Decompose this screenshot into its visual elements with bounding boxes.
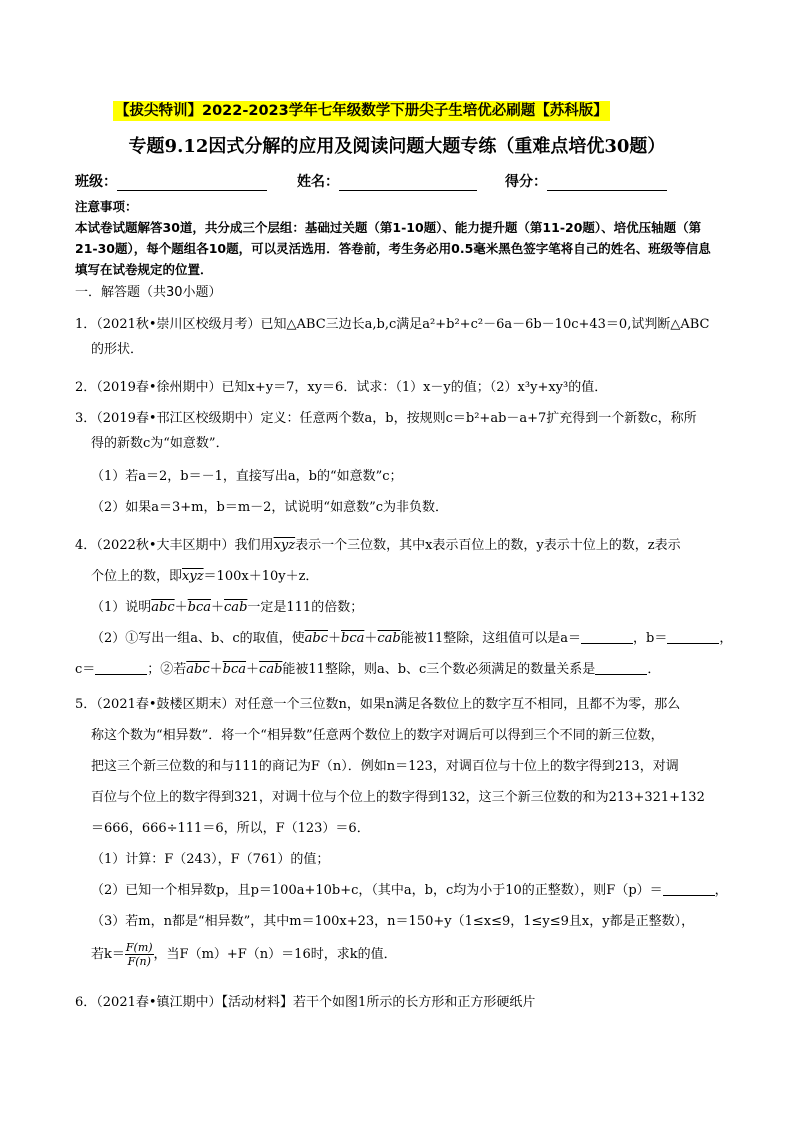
name-field[interactable] <box>297 171 477 191</box>
name-label: 姓名： <box>297 174 339 190</box>
question-text: 我们用 <box>234 538 274 553</box>
question-source: （2021春•鼓楼区期末） <box>96 697 235 712</box>
score-label: 得分： <box>505 174 547 190</box>
question-4 <box>75 533 733 682</box>
question-text: ＝666，666÷111＝6，所以，F（123）＝6． <box>91 821 370 836</box>
score-field[interactable] <box>505 171 667 191</box>
notes-block <box>75 196 723 280</box>
question-text: 个位上的数，即 <box>91 569 183 584</box>
question-text: 百位与个位上的数字得到321，对调十位与个位上的数字得到132，这三个新三位数的和为213+321+132 <box>91 790 705 805</box>
sub-question-1: （1）计算：F（243），F（761）的值； <box>91 852 330 867</box>
question-6 <box>75 990 725 1015</box>
class-blank[interactable] <box>117 176 267 191</box>
overline-number: $\overline{xyz}$ <box>273 538 296 553</box>
answer-blank-relation[interactable] <box>595 660 647 675</box>
question-5 <box>75 692 728 970</box>
question-2 <box>75 375 725 400</box>
question-text: 称这个数为“相异数”．将一个“相异数”任意两个数位上的数字对调后可以得到三个不同的新三位数， <box>91 728 664 743</box>
question-number: 1． <box>75 317 97 332</box>
sub-question-3: （3）若m，n都是“相异数”，其中m＝100x+23，n＝150+y（1≤x≤9，1≤y≤9且x，y都是正整数）， <box>91 914 695 929</box>
question-source: （2021秋•崇川区校级月考） <box>96 317 261 332</box>
question-number: 5． <box>75 697 97 712</box>
overline-number: $\overline{xyz}$ <box>182 569 204 584</box>
class-label: 班级： <box>75 174 117 190</box>
question-text: 表示一个三位数，其中x表示百位上的数，y表示十位上的数，z表示 <box>295 538 681 553</box>
question-text: 对任意一个三位数n，如果n满足各数位上的数字互不相同，且都不为零，那么 <box>234 697 681 712</box>
score-blank[interactable] <box>547 176 667 191</box>
fraction: $\frac{F(m)}{F(n)}$ <box>125 941 153 968</box>
answer-blank-c[interactable] <box>95 660 147 675</box>
question-source: （2019春•邗江区校级期中） <box>96 411 261 426</box>
question-text: 【活动材料】若干个如图1所示的长方形和正方形硬纸片 <box>221 995 536 1010</box>
question-number: 2． <box>75 380 97 395</box>
sub-question-2-cont: c＝ ；②若$\overline{abc}+\overline{bca}+\overline{cab}$能被11整除，则a、b、c三个数必须满足的数量关系是 ． <box>75 662 661 677</box>
sub-question-1: （1）若a＝2，b＝－1，直接写出a，b的“如意数”c； <box>91 469 403 484</box>
class-field[interactable] <box>75 171 267 191</box>
question-text: 已知△ABC三边长a,b,c满足a²+b²+c²－6a－6b－10c+43＝0,试判断△ABC <box>260 317 710 332</box>
question-3 <box>75 406 725 520</box>
page-title: 专题9.12因式分解的应用及阅读问题大题专练（重难点培优30题） <box>128 136 666 157</box>
question-text: ＝100x＋10y＋z． <box>203 569 319 584</box>
answer-blank-a[interactable] <box>581 629 633 644</box>
question-text: 的形状． <box>91 342 144 357</box>
question-text: 得的新数c为“如意数”． <box>91 436 229 451</box>
section-heading: 一．解答题（共30小题） <box>75 285 222 300</box>
name-blank[interactable] <box>339 176 477 191</box>
sub-question-3-cont: 若k＝ $\frac{F(m)}{F(n)}$ ，当F（m）+F（n）＝16时，求k的值． <box>91 941 397 968</box>
question-source: （2019春•徐州期中） <box>96 380 222 395</box>
question-source: （2021春•镇江期中） <box>96 995 222 1010</box>
question-text: 把这三个新三位数的和与111的商记为F（n）．例如n＝123，对调百位与十位上的数字得到213，对调 <box>91 759 679 774</box>
notes-text: 本试卷试题解答30道，共分成三个层组：基础过关题（第1-10题）、能力提升题（第11-20题）、培优压轴题（第21-30题），每个题组各10题，可以灵活选用．答卷前，考生务必用0.5毫米黑色签字笔将自己的姓名、班级等信息填写在试卷规定的位置． <box>75 220 711 277</box>
question-number: 3． <box>75 411 97 426</box>
question-number: 6． <box>75 995 97 1010</box>
sub-question-2: （2）①写出一组a、b、c的取值，使$\overline{abc}+\overline{bca}+\overline{cab}$能被11整除，这组值可以是a＝ ，b＝ ， <box>91 631 733 646</box>
question-source: （2022秋•大丰区期中） <box>96 538 235 553</box>
answer-blank-b[interactable] <box>667 629 719 644</box>
question-number: 4． <box>75 538 97 553</box>
student-info-fields <box>75 171 715 191</box>
sub-question-2: （2）如果a＝3+m，b＝m－2，试说明“如意数”c为非负数． <box>91 500 449 515</box>
series-banner: 【拔尖特训】2022-2023学年七年级数学下册尖子生培优必刷题【苏科版】 <box>115 103 608 119</box>
question-1 <box>75 312 725 362</box>
question-text: 定义：任意两个数a，b，按规则c＝b²+ab－a+7扩充得到一个新数c，称所 <box>260 411 697 426</box>
notes-heading: 注意事项： <box>75 199 138 214</box>
answer-blank-fp[interactable] <box>663 881 715 896</box>
sub-question-2: （2）已知一个相异数p，且p＝100a+10b+c，（其中a，b，c均为小于10的正整数），则F（p）＝ ， <box>91 883 728 898</box>
question-text: 已知x+y＝7，xy＝6．试求：（1）x－y的值；（2）x³y+xy³的值． <box>221 380 608 395</box>
sub-question-1: （1）说明$\overline{abc}+\overline{bca}+\overline{cab}$一定是111的倍数； <box>91 600 364 615</box>
